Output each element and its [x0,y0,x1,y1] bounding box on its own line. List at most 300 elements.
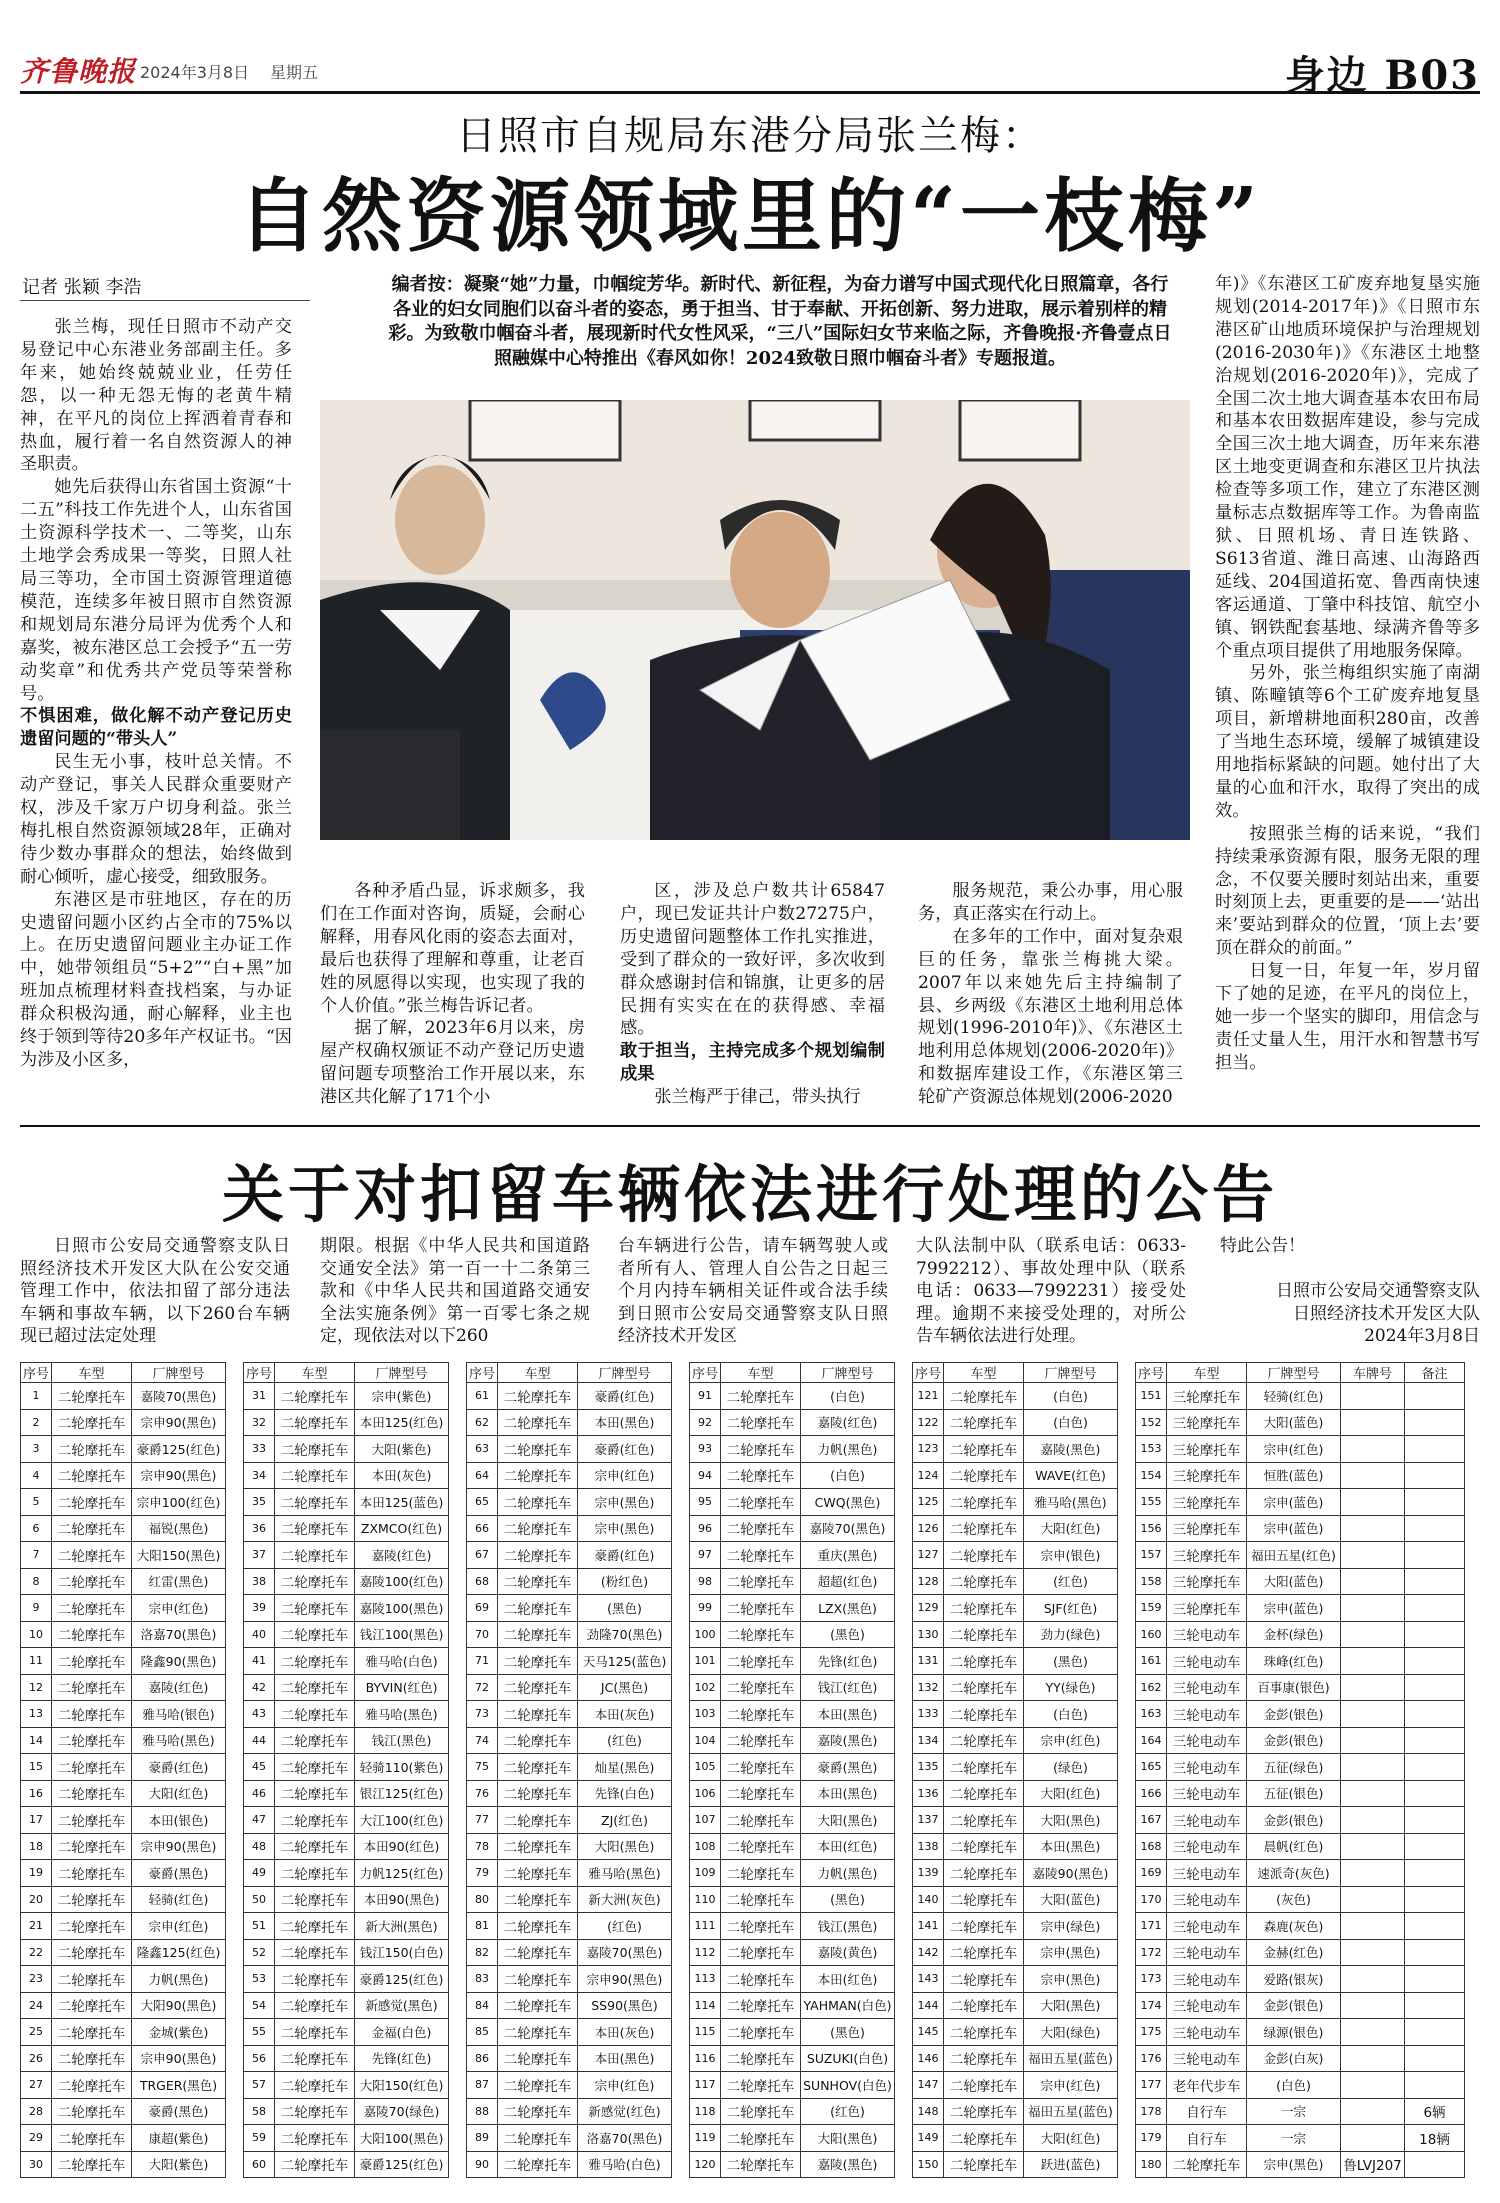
table-row [467,1462,672,1489]
table-row [467,1489,672,1516]
table-row [913,1913,1118,1940]
cell-seq: 112 [690,1939,721,1966]
cell-brand: 天马125(蓝色) [578,1648,672,1675]
table-row [21,2072,226,2099]
cell-type: 二轮摩托车 [498,1913,578,1940]
cell-brand: 康超(紫色) [132,2125,226,2152]
cell-type: 二轮摩托车 [275,2125,355,2152]
cell-seq: 23 [21,1966,52,1993]
masthead-logo: 齐鲁晚报 [20,55,137,88]
cell-note [1405,1648,1465,1675]
cell-type: 三轮摩托车 [1167,1383,1247,1410]
cell-seq: 90 [467,2151,498,2178]
cell-note [1405,1595,1465,1622]
cell-seq: 166 [1136,1780,1167,1807]
cell-type: 二轮摩托车 [275,1436,355,1463]
cell-type: 二轮摩托车 [498,1436,578,1463]
cell-type: 二轮摩托车 [52,2072,132,2099]
cell-seq: 119 [690,2125,721,2152]
table-row [244,2098,449,2125]
cell-brand: 本田(红色) [801,1966,895,1993]
cell-plate [1341,1595,1405,1622]
cell-type: 三轮电动车 [1167,1886,1247,1913]
cell-seq: 31 [244,1383,275,1410]
cell-brand: 嘉陵(红色) [132,1674,226,1701]
cell-type: 二轮摩托车 [721,1886,801,1913]
cell-brand: ZXMCO(红色) [355,1515,449,1542]
cell-brand: 宗申(黑色) [1024,1966,1118,1993]
cell-type: 三轮电动车 [1167,1913,1247,1940]
cell-brand: 大阳(红色) [1024,1515,1118,1542]
cell-seq: 86 [467,2045,498,2072]
cell-brand: 宗申(银色) [1024,1542,1118,1569]
cell-brand: 豪爵(红色) [578,1436,672,1463]
table-row [1136,1913,1465,1940]
story-column-3 [620,880,885,1116]
cell-plate [1341,1568,1405,1595]
cell-brand: 力帆125(红色) [355,1860,449,1887]
table-row [244,1939,449,1966]
cell-seq: 101 [690,1648,721,1675]
vehicle-table [20,1362,226,2178]
cell-brand: (黑色) [801,1621,895,1648]
cell-seq: 14 [21,1727,52,1754]
column-header-type: 车型 [275,1363,355,1383]
cell-brand: 大江100(红色) [355,1807,449,1834]
table-row [21,2098,226,2125]
cell-seq: 116 [690,2045,721,2072]
notice-title: 关于对扣留车辆依法进行处理的公告 [221,1158,1278,1231]
cell-note [1405,1568,1465,1595]
cell-brand: 本田(灰色) [578,1701,672,1728]
cell-seq: 151 [1136,1383,1167,1410]
table-row [1136,1515,1465,1542]
table-row [1136,2019,1465,2046]
cell-seq: 110 [690,1886,721,1913]
cell-brand: 宗申(黑色) [1024,1939,1118,1966]
cell-brand: 速派奇(灰色) [1247,1860,1341,1887]
cell-seq: 65 [467,1489,498,1516]
cell-seq: 111 [690,1913,721,1940]
table-row [244,1674,449,1701]
table-row [913,2045,1118,2072]
cell-seq: 55 [244,2019,275,2046]
cell-brand: JC(黑色) [578,1674,672,1701]
cell-seq: 33 [244,1436,275,1463]
cell-brand: SS90(黑色) [578,1992,672,2019]
cell-type: 二轮摩托车 [721,1913,801,1940]
table-row [913,2019,1118,2046]
cell-brand: 大阳(蓝色) [1247,1568,1341,1595]
cell-seq: 106 [690,1780,721,1807]
cell-brand: 嘉陵(黄色) [801,1939,895,1966]
table-row [1136,1780,1465,1807]
cell-brand: 先锋(红色) [801,1648,895,1675]
cell-type: 二轮摩托车 [498,1939,578,1966]
cell-brand: (白色) [1247,2072,1341,2099]
cell-brand: 五征(绿色) [1247,1754,1341,1781]
cell-type: 二轮摩托车 [275,1542,355,1569]
cell-seq: 36 [244,1515,275,1542]
cell-type: 二轮摩托车 [721,2125,801,2152]
cell-type: 三轮电动车 [1167,2045,1247,2072]
cell-seq: 130 [913,1621,944,1648]
cell-seq: 70 [467,1621,498,1648]
cell-type: 三轮电动车 [1167,1727,1247,1754]
column-header-brand: 厂牌型号 [801,1363,895,1383]
table-row [1136,1807,1465,1834]
cell-brand: 灿星(黑色) [578,1754,672,1781]
cell-type: 二轮摩托车 [944,1595,1024,1622]
cell-brand: 大阳(绿色) [1024,2019,1118,2046]
cell-type: 三轮摩托车 [1167,1515,1247,1542]
cell-seq: 20 [21,1886,52,1913]
table-row [1136,1621,1465,1648]
paragraph: 日复一日，年复一年，岁月留下了她的足迹，在平凡的岗位上，她一步一个坚实的脚印，用信念与责任丈量人生，用汗水和智慧书写担当。 [1215,961,1480,1073]
cell-seq: 52 [244,1939,275,1966]
cell-seq: 157 [1136,1542,1167,1569]
cell-seq: 6 [21,1515,52,1542]
cell-note [1405,1621,1465,1648]
cell-type: 二轮摩托车 [944,2098,1024,2125]
cell-seq: 63 [467,1436,498,1463]
cell-brand: 先锋(白色) [578,1780,672,1807]
cell-seq: 115 [690,2019,721,2046]
cell-seq: 154 [1136,1462,1167,1489]
table-row [244,1860,449,1887]
cell-type: 二轮摩托车 [275,2098,355,2125]
table-row [467,1966,672,1993]
cell-seq: 99 [690,1595,721,1622]
cell-type: 二轮摩托车 [498,2072,578,2099]
table-row [1136,2098,1465,2125]
cell-seq: 19 [21,1860,52,1887]
cell-type: 三轮电动车 [1167,1807,1247,1834]
table-row [244,2125,449,2152]
cell-brand: 雅马哈(银色) [132,1701,226,1728]
cell-type: 二轮摩托车 [275,1966,355,1993]
cell-brand: 雅马哈(黑色) [355,1701,449,1728]
cell-brand: 力帆(黑色) [801,1436,895,1463]
table-row [244,1807,449,1834]
cell-plate: 鲁LVJ207 [1341,2151,1405,2178]
table-row [1136,1674,1465,1701]
cell-type: 二轮摩托车 [721,1674,801,1701]
cell-seq: 10 [21,1621,52,1648]
notice-text: 日照市公安局交通警察支队日照经济技术开发区大队在公安交通管理工作中，依法扣留了部分违法车辆和事故车辆，以下260台车辆现已超过法定处理 [20,1236,290,1347]
cell-brand: 大阳(紫色) [355,1436,449,1463]
cell-plate [1341,1462,1405,1489]
cell-type: 二轮摩托车 [498,1966,578,1993]
table-row [1136,1542,1465,1569]
cell-seq: 3 [21,1436,52,1463]
cell-seq: 108 [690,1833,721,1860]
cell-brand: (红色) [578,1913,672,1940]
cell-type: 二轮摩托车 [944,1754,1024,1781]
cell-note [1405,1409,1465,1436]
cell-brand: 大阳(蓝色) [1247,1409,1341,1436]
cell-brand: 绿源(银色) [1247,2019,1341,2046]
cell-seq: 121 [913,1383,944,1410]
table-row [690,1568,895,1595]
cell-type: 三轮电动车 [1167,1780,1247,1807]
vehicle-table [466,1362,672,2178]
cell-type: 二轮摩托车 [721,2072,801,2099]
paragraph: 区，涉及总户数共计65847户，现已发证共计户数27275户，历史遗留问题整体工作扎实推进，受到了群众的一致好评，多次收到群众感谢封信和锦旗，让更多的居民拥有实实在在的获得感、幸福感。 [620,881,885,1039]
cell-plate [1341,1436,1405,1463]
cell-seq: 1 [21,1383,52,1410]
cell-brand: (白色) [1024,1383,1118,1410]
cell-seq: 96 [690,1515,721,1542]
cell-seq: 89 [467,2125,498,2152]
cell-type: 二轮摩托车 [275,1807,355,1834]
cell-brand: 大阳(红色) [1024,2125,1118,2152]
cell-brand: 金杯(绿色) [1247,1621,1341,1648]
cell-plate [1341,1966,1405,1993]
cell-brand: YAHMAN(白色) [801,1992,895,2019]
cell-seq: 103 [690,1701,721,1728]
cell-brand: 雅马哈(黑色) [1024,1489,1118,1516]
cell-brand: 百事康(银色) [1247,1674,1341,1701]
cell-brand: 豪爵(红色) [578,1383,672,1410]
cell-brand: 嘉陵70(黑色) [578,1939,672,1966]
cell-brand: 力帆(黑色) [801,1860,895,1887]
cell-seq: 141 [913,1913,944,1940]
cell-plate [1341,2098,1405,2125]
cell-type: 二轮摩托车 [498,1992,578,2019]
table-row [913,1621,1118,1648]
cell-note: 6辆 [1405,2098,1465,2125]
cell-seq: 139 [913,1860,944,1887]
cell-type: 二轮摩托车 [721,1462,801,1489]
cell-note [1405,1939,1465,1966]
cell-brand: 钱江100(黑色) [355,1621,449,1648]
table-row [467,1886,672,1913]
cell-type: 二轮摩托车 [52,1992,132,2019]
cell-seq: 124 [913,1462,944,1489]
cell-brand: 晨帆(红色) [1247,1833,1341,1860]
cell-brand: 本田(红色) [801,1833,895,1860]
cell-brand: 嘉陵70(绿色) [355,2098,449,2125]
cell-seq: 21 [21,1913,52,1940]
cell-seq: 159 [1136,1595,1167,1622]
cell-type: 三轮摩托车 [1167,1595,1247,1622]
table-row [690,1542,895,1569]
table-row [913,1780,1118,1807]
cell-seq: 128 [913,1568,944,1595]
cell-brand: 豪爵(黑色) [132,1860,226,1887]
table-row [1136,1939,1465,1966]
table-row [690,1833,895,1860]
cell-brand: 本田125(红色) [355,1409,449,1436]
table-row [21,1568,226,1595]
cell-type: 二轮摩托车 [52,1568,132,1595]
cell-brand: 大阳(红色) [132,1780,226,1807]
cell-type: 二轮摩托车 [498,2019,578,2046]
cell-brand: 福田五星(红色) [1247,1542,1341,1569]
cell-seq: 171 [1136,1913,1167,1940]
column-header-seq: 序号 [690,1363,721,1383]
cell-seq: 122 [913,1409,944,1436]
cell-seq: 38 [244,1568,275,1595]
cell-seq: 156 [1136,1515,1167,1542]
cell-type: 二轮摩托车 [721,1780,801,1807]
cell-brand: 珠峰(红色) [1247,1648,1341,1675]
cell-seq: 68 [467,1568,498,1595]
cell-brand: (绿色) [1024,1754,1118,1781]
cell-type: 二轮摩托车 [721,1833,801,1860]
cell-type: 二轮摩托车 [944,1886,1024,1913]
cell-brand: SUNHOV(白色) [801,2072,895,2099]
cell-type: 三轮电动车 [1167,1860,1247,1887]
table-row [690,1701,895,1728]
cell-type: 二轮摩托车 [944,1780,1024,1807]
editor-note: 编者按：凝聚“她”力量，巾帼绽芳华。新时代、新征程，为奋力谱写中国式现代化日照篇章，各行各业的妇女同胞们以奋斗者的姿态，勇于担当、甘于奉献、开拓创新、努力进取，展示着别样的精彩。为致敬巾帼奋斗者，展现新时代女性风采，“三八”国际妇女节来临之际，齐鲁晚报·齐鲁壹点日照融媒中心特推出《春风如你！2024致敬日照巾帼奋斗者》专题报道。 [388,274,1172,369]
cell-brand: 大阳(紫色) [132,2151,226,2178]
cell-brand: 大阳(红色) [1024,1780,1118,1807]
cell-brand: (黑色) [801,1886,895,1913]
cell-seq: 145 [913,2019,944,2046]
cell-type: 二轮摩托车 [275,1833,355,1860]
cell-brand: 本田(银色) [132,1807,226,1834]
cell-type: 二轮摩托车 [275,1754,355,1781]
cell-type: 二轮摩托车 [52,1489,132,1516]
cell-brand: 豪爵(红色) [578,1542,672,1569]
byline: 记者 张颖 李浩 [22,277,142,298]
story-headline: 自然资源领域里的“一枝梅” [237,169,1263,263]
cell-seq: 54 [244,1992,275,2019]
cell-seq: 165 [1136,1754,1167,1781]
cell-type: 二轮摩托车 [52,2125,132,2152]
cell-seq: 125 [913,1489,944,1516]
cell-type: 二轮摩托车 [52,2045,132,2072]
notice-text: 期限。根据《中华人民共和国道路交通安全法》第一百一十二条第三款和《中华人民共和国道路交通安全法实施条例》第一百零七条之规定，现依法对以下260 [320,1236,590,1347]
cell-seq: 164 [1136,1727,1167,1754]
cell-brand: (红色) [801,2098,895,2125]
cell-brand: 宗申(蓝色) [1247,1489,1341,1516]
cell-type: 二轮摩托车 [944,1621,1024,1648]
cell-type: 二轮摩托车 [275,2072,355,2099]
cell-brand: YY(绿色) [1024,1674,1118,1701]
cell-type: 二轮摩托车 [275,1913,355,1940]
cell-brand: 隆鑫90(黑色) [132,1648,226,1675]
vehicle-tables [20,1362,1480,2182]
cell-seq: 4 [21,1462,52,1489]
cell-note [1405,1780,1465,1807]
cell-type: 二轮摩托车 [275,1595,355,1622]
table-row [467,1383,672,1410]
cell-type: 二轮摩托车 [944,1542,1024,1569]
cell-type: 二轮摩托车 [52,1621,132,1648]
cell-seq: 2 [21,1409,52,1436]
cell-seq: 73 [467,1701,498,1728]
cell-seq: 143 [913,1966,944,1993]
page-header [20,42,1480,99]
notice-column-1 [20,1235,290,1355]
table-row [690,1754,895,1781]
cell-type: 二轮摩托车 [721,1860,801,1887]
cell-brand: 森鹿(灰色) [1247,1913,1341,1940]
cell-seq: 76 [467,1780,498,1807]
table-row [244,2045,449,2072]
table-row [244,1436,449,1463]
cell-type: 二轮摩托车 [498,1383,578,1410]
cell-seq: 59 [244,2125,275,2152]
table-row [690,1489,895,1516]
cell-seq: 77 [467,1807,498,1834]
cell-brand: 金彭(银色) [1247,1701,1341,1728]
paragraph: 在多年的工作中，面对复杂艰巨的任务，靠张兰梅挑大梁。2007年以来她先后主持编制了县、乡两级《东港区土地利用总体规划(1996-2010年)》、《东港区土地利用总体规划(2006-2020年)》和数据库建设工作，《东港区第三轮矿产资源总体规划(2006-2020 [918,926,1183,1108]
cell-seq: 57 [244,2072,275,2099]
cell-seq: 102 [690,1674,721,1701]
cell-brand: 大阳(黑色) [1024,1807,1118,1834]
table-row [244,1515,449,1542]
table-header-row [244,1363,449,1383]
cell-seq: 74 [467,1727,498,1754]
cell-seq: 177 [1136,2072,1167,2099]
table-row [913,1462,1118,1489]
cell-type: 三轮摩托车 [1167,1436,1247,1463]
cell-seq: 56 [244,2045,275,2072]
cell-brand: 嘉陵90(黑色) [1024,1860,1118,1887]
cell-seq: 28 [21,2098,52,2125]
cell-plate [1341,1489,1405,1516]
cell-type: 二轮摩托车 [944,1727,1024,1754]
cell-brand: 雅马哈(白色) [578,2151,672,2178]
cell-type: 二轮摩托车 [498,1701,578,1728]
cell-type: 二轮摩托车 [52,2019,132,2046]
cell-seq: 149 [913,2125,944,2152]
subhead-2: 敢于担当，主持完成多个规划编制成果 [620,1041,885,1085]
cell-type: 二轮摩托车 [275,1701,355,1728]
cell-brand: 重庆(黑色) [801,1542,895,1569]
table-row [913,2151,1118,2178]
table-row [21,1674,226,1701]
cell-seq: 66 [467,1515,498,1542]
cell-brand: 本田(灰色) [355,1462,449,1489]
cell-type: 二轮摩托车 [944,1515,1024,1542]
table-row [913,1648,1118,1675]
cell-type: 二轮摩托车 [721,2151,801,2178]
table-row [913,1701,1118,1728]
cell-brand: (黑色) [801,2019,895,2046]
cell-type: 二轮摩托车 [721,1515,801,1542]
cell-brand: 一宗 [1247,2098,1341,2125]
cell-brand: 洛嘉70(黑色) [132,1621,226,1648]
cell-note [1405,1489,1465,1516]
cell-brand: 嘉陵100(红色) [355,1568,449,1595]
cell-plate [1341,1727,1405,1754]
cell-brand: 新感觉(黑色) [355,1992,449,2019]
cell-type: 三轮电动车 [1167,1966,1247,1993]
cell-brand: 大阳(黑色) [801,2125,895,2152]
table-row [1136,1701,1465,1728]
cell-brand: (黑色) [578,1595,672,1622]
cell-seq: 104 [690,1727,721,1754]
cell-note [1405,2072,1465,2099]
cell-type: 二轮摩托车 [498,1674,578,1701]
cell-brand: 宗申(红色) [1024,2072,1118,2099]
cell-brand: 福锐(黑色) [132,1515,226,1542]
issue-date: 2024年3月8日 [140,63,250,82]
cell-brand: 宗申(绿色) [1024,1913,1118,1940]
paragraph: 张兰梅严于律己，带头执行 [654,1087,861,1108]
cell-brand: 新感觉(红色) [578,2098,672,2125]
cell-seq: 114 [690,1992,721,2019]
table-header-row [467,1363,672,1383]
cell-type: 二轮摩托车 [721,1701,801,1728]
table-row [690,1966,895,1993]
